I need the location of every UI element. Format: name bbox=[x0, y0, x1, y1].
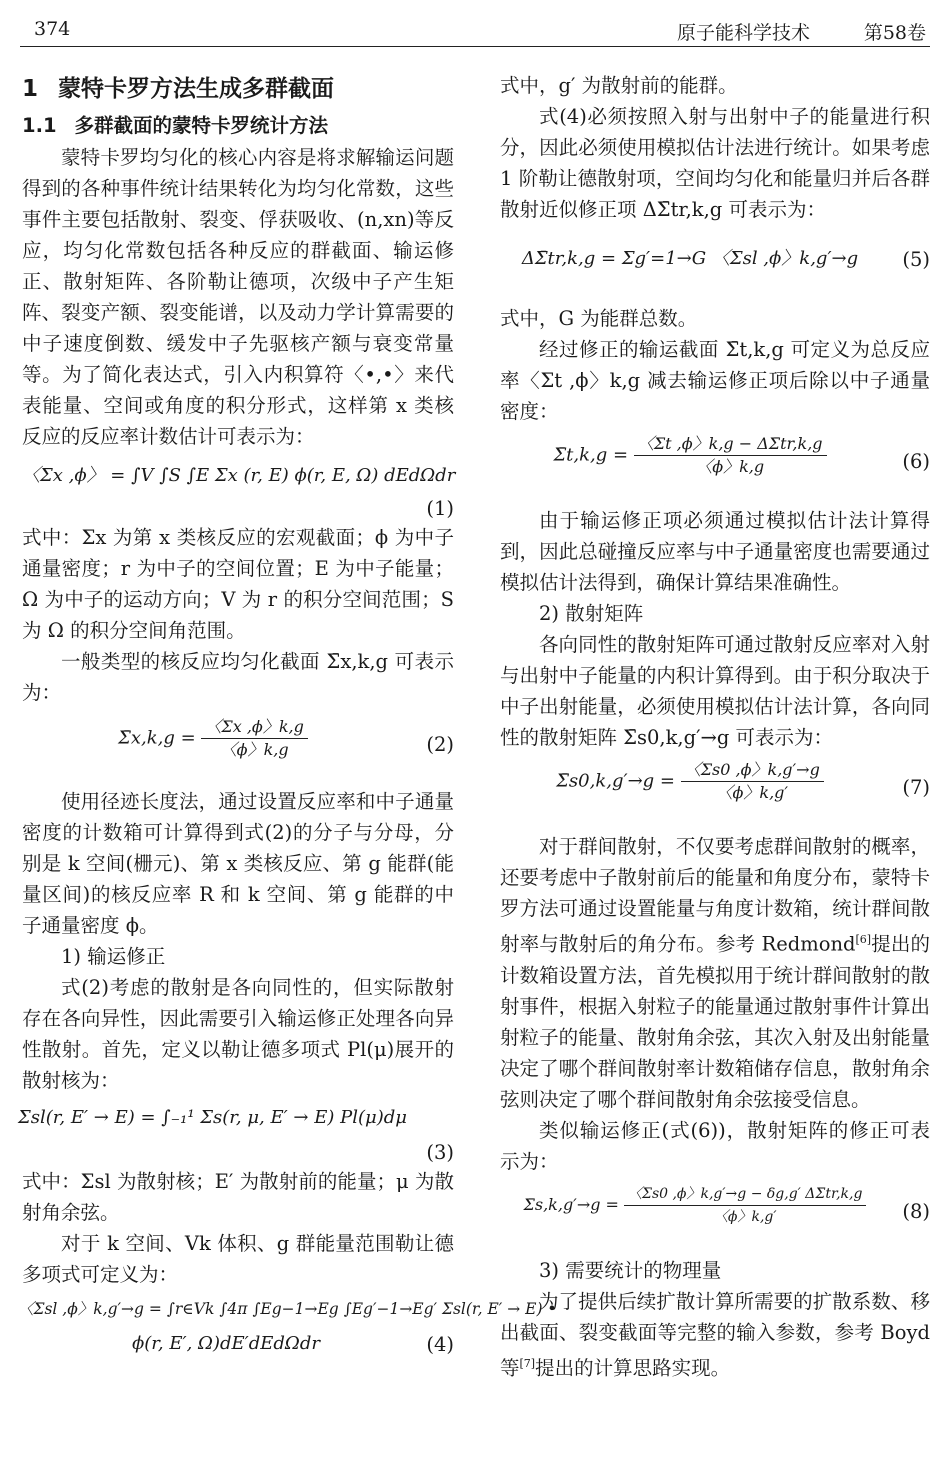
equation-number: (1) bbox=[426, 497, 454, 520]
equation-number: (3) bbox=[426, 1141, 454, 1164]
paragraph: 式中，G 为能群总数。 bbox=[500, 307, 698, 330]
paragraph-text: 为了提供后续扩散计算所需要的扩散系数、移出截面、裂变截面等完整的输入参数，参考 Boyd 等 bbox=[500, 1289, 930, 1379]
equation-lhs: Σ̄t,k,g = bbox=[553, 444, 629, 466]
equation-number: (6) bbox=[902, 450, 930, 473]
paragraph: 式(2)考虑的散射是各向同性的，但实际散射存在各向异性，因此需要引入输运修正处理各向异性散射。首先，定义以勒让德多项式 Pl(μ)展开的散射核为： bbox=[22, 976, 454, 1092]
equation-5 bbox=[500, 225, 930, 303]
equation-lhs: Σ̄s0,k,g′→g = bbox=[556, 770, 675, 792]
equation-number: (5) bbox=[902, 248, 930, 271]
paragraph: 式中，g′ 为散射前的能群。 bbox=[500, 74, 738, 97]
fraction-denominator: 〈ϕ〉k,g′ bbox=[716, 783, 789, 802]
paragraph-text: 提出的计算思路实现。 bbox=[535, 1356, 731, 1379]
paragraph: 对于 k 空间、Vk 体积、g 群能量范围勒让德多项式可定义为： bbox=[22, 1232, 454, 1286]
equation-expression-continued: ϕ(r, E′, Ω)dE′dEdΩdr bbox=[132, 1333, 320, 1354]
subsection-number: 1.1 bbox=[22, 114, 57, 137]
fraction-numerator: 〈Σs0 ,ϕ〉k,g′→g bbox=[681, 759, 824, 782]
equation-number: (4) bbox=[426, 1333, 454, 1356]
paragraph: 蒙特卡罗均匀化的核心内容是将求解输运问题得到的各种事件统计结果转化为均匀化常数，这些事件主要包括散射、裂变、俘获吸收、(n,xn)等反应，均匀化常数包括各种反应的群截面、输运修正、散射矩阵、各阶勒让德项，次级中子产生矩阵、裂变产额、裂变能谱，以及动力学计算需要的中子速度倒数、缓发中子先驱核产额与衰变常量等。为了简化表达式，引入内积算符〈•,•〉来代表能量、空间或角度的积分形式，这样第 x 类核反应的反应率计数估计可表示为： bbox=[22, 146, 454, 448]
fraction bbox=[634, 433, 827, 478]
section-number: 1 bbox=[22, 76, 39, 102]
fraction-denominator: 〈ϕ〉k,g bbox=[220, 740, 289, 759]
citation-ref: [6] bbox=[855, 933, 872, 946]
equation-number: (2) bbox=[426, 733, 454, 756]
equation-1 bbox=[22, 452, 454, 522]
left-column bbox=[18, 70, 557, 1362]
equation-expression: ΔΣ̄tr,k,g = Σg′=1→G 〈Σsl ,ϕ〉k,g′→g bbox=[521, 248, 859, 269]
fraction-numerator: 〈Σx ,ϕ〉k,g bbox=[201, 716, 307, 739]
equation-expression: 〈Σsl ,ϕ〉k,g′→g = ∫r∈Vk ∫4π ∫Eg−1→Eg ∫Eg′−1→Eg′ Σsl(r, E′ → E) • bbox=[18, 1300, 557, 1318]
page-number: 374 bbox=[34, 18, 71, 40]
journal-volume: 第58卷 bbox=[863, 22, 926, 44]
paragraph bbox=[500, 1286, 930, 1384]
fraction-numerator: 〈Σs0 ,ϕ〉k,g′→g − δg,g′ ΔΣ̄tr,k,g bbox=[624, 1183, 866, 1206]
paragraph: 由于输运修正项必须通过模拟估计法计算得到，因此总碰撞反应率与中子通量密度也需要通过模拟估计法得到，确保计算结果准确性。 bbox=[500, 509, 930, 594]
paragraph: 式中：Σx 为第 x 类核反应的宏观截面；ϕ 为中子通量密度；r 为中子的空间位置；E 为中子能量；Ω 为中子的运动方向；V 为 r 的积分空间范围；S 为 Ω 的积分空间角范围。 bbox=[22, 526, 454, 642]
paragraph: 一般类型的核反应均匀化截面 Σ̄x,k,g 可表示为： bbox=[22, 650, 454, 704]
subsection-title: 多群截面的蒙特卡罗统计方法 bbox=[74, 114, 329, 137]
paragraph: 式中：Σsl 为散射核；E′ 为散射前的能量；μ 为散射角余弦。 bbox=[22, 1170, 454, 1224]
equation-8 bbox=[500, 1177, 930, 1255]
list-item: 2) 散射矩阵 bbox=[539, 602, 644, 625]
subsection-heading bbox=[22, 110, 454, 142]
equation-4 bbox=[18, 1290, 557, 1362]
equation-2 bbox=[22, 708, 454, 786]
right-column bbox=[500, 70, 930, 1383]
fraction-numerator: 〈Σt ,ϕ〉k,g − ΔΣ̄tr,k,g bbox=[634, 433, 827, 456]
section-heading bbox=[22, 70, 454, 108]
paragraph: 式(4)必须按照入射与出射中子的能量进行积分，因此必须使用模拟估计法进行统计。如果考虑 1 阶勒让德散射项，空间均匀化和能量归并后各群散射近似修正项 ΔΣ̄tr,k,g 可表示为： bbox=[500, 105, 930, 221]
paragraph: 使用径迹长度法，通过设置反应率和中子通量密度的计数箱可计算得到式(2)的分子与分母，分别是 k 空间(栅元)、第 x 类核反应、第 g 能群(能量区间)的核反应率 R 和 k 空间、第 g 能群的中子通量密度 ϕ。 bbox=[22, 790, 454, 937]
paragraph: 经过修正的输运截面 Σ̄t,k,g 可定义为总反应率〈Σt ,ϕ〉k,g 减去输运修正项后除以中子通量密度： bbox=[500, 338, 930, 423]
equation-7 bbox=[500, 753, 930, 831]
paragraph-text: 提出的计数箱设置方法，首先模拟用于统计群间散射的散射事件，根据入射粒子的能量通过散射事件计算出射粒子的能量、散射角余弦，其次入射及出射能量决定了哪个群间散射率计数箱储存信息，散射角余弦则决定了哪个群间散射角余弦接受信息。 bbox=[500, 932, 930, 1111]
fraction bbox=[624, 1183, 866, 1228]
equation-6 bbox=[500, 427, 930, 505]
journal-title: 原子能科学技术 bbox=[676, 22, 810, 44]
equation-expression: Σsl(r, E′ → E) = ∫₋₁¹ Σs(r, μ, E′ → E) Pl(μ)dμ bbox=[18, 1107, 407, 1128]
paragraph-text: 对于群间散射，不仅要考虑群间散射的概率，还要考虑中子散射前后的能量和角度分布，蒙特卡罗方法可通过设置能量与角度计数箱，统计群间散射率与散射后的角分布。参考 Redmond bbox=[500, 835, 930, 956]
fraction-denominator: 〈ϕ〉k,g bbox=[696, 457, 765, 476]
equation-expression: 〈Σx ,ϕ〉 = ∫V ∫S ∫E Σx (r, E) ϕ(r, E, Ω) dEdΩdr bbox=[22, 465, 456, 486]
fraction bbox=[201, 716, 307, 761]
fraction bbox=[681, 759, 824, 804]
section-title: 蒙特卡罗方法生成多群截面 bbox=[58, 76, 335, 102]
paragraph: 各向同性的散射矩阵可通过散射反应率对入射与出射中子能量的内积计算得到。由于积分取决于中子出射能量，必须使用模拟估计法计算，各向同性的散射矩阵 Σ̄s0,k,g′→g 可表示为： bbox=[500, 633, 930, 749]
page-header bbox=[20, 12, 930, 47]
list-item: 1) 输运修正 bbox=[61, 945, 166, 968]
equation-number: (8) bbox=[902, 1199, 930, 1223]
equation-lhs: Σ̄x,k,g = bbox=[118, 727, 196, 749]
citation-ref: [7] bbox=[519, 1356, 536, 1370]
paragraph bbox=[500, 831, 930, 1115]
list-item: 3) 需要统计的物理量 bbox=[539, 1258, 722, 1282]
equation-number: (7) bbox=[902, 776, 930, 799]
equation-lhs: Σ̄s,k,g′→g = bbox=[523, 1194, 619, 1214]
paragraph: 类似输运修正(式(6))，散射矩阵的修正可表示为： bbox=[500, 1118, 930, 1173]
fraction-denominator: 〈ϕ〉k,g′ bbox=[713, 1208, 777, 1225]
equation-3 bbox=[18, 1096, 454, 1166]
